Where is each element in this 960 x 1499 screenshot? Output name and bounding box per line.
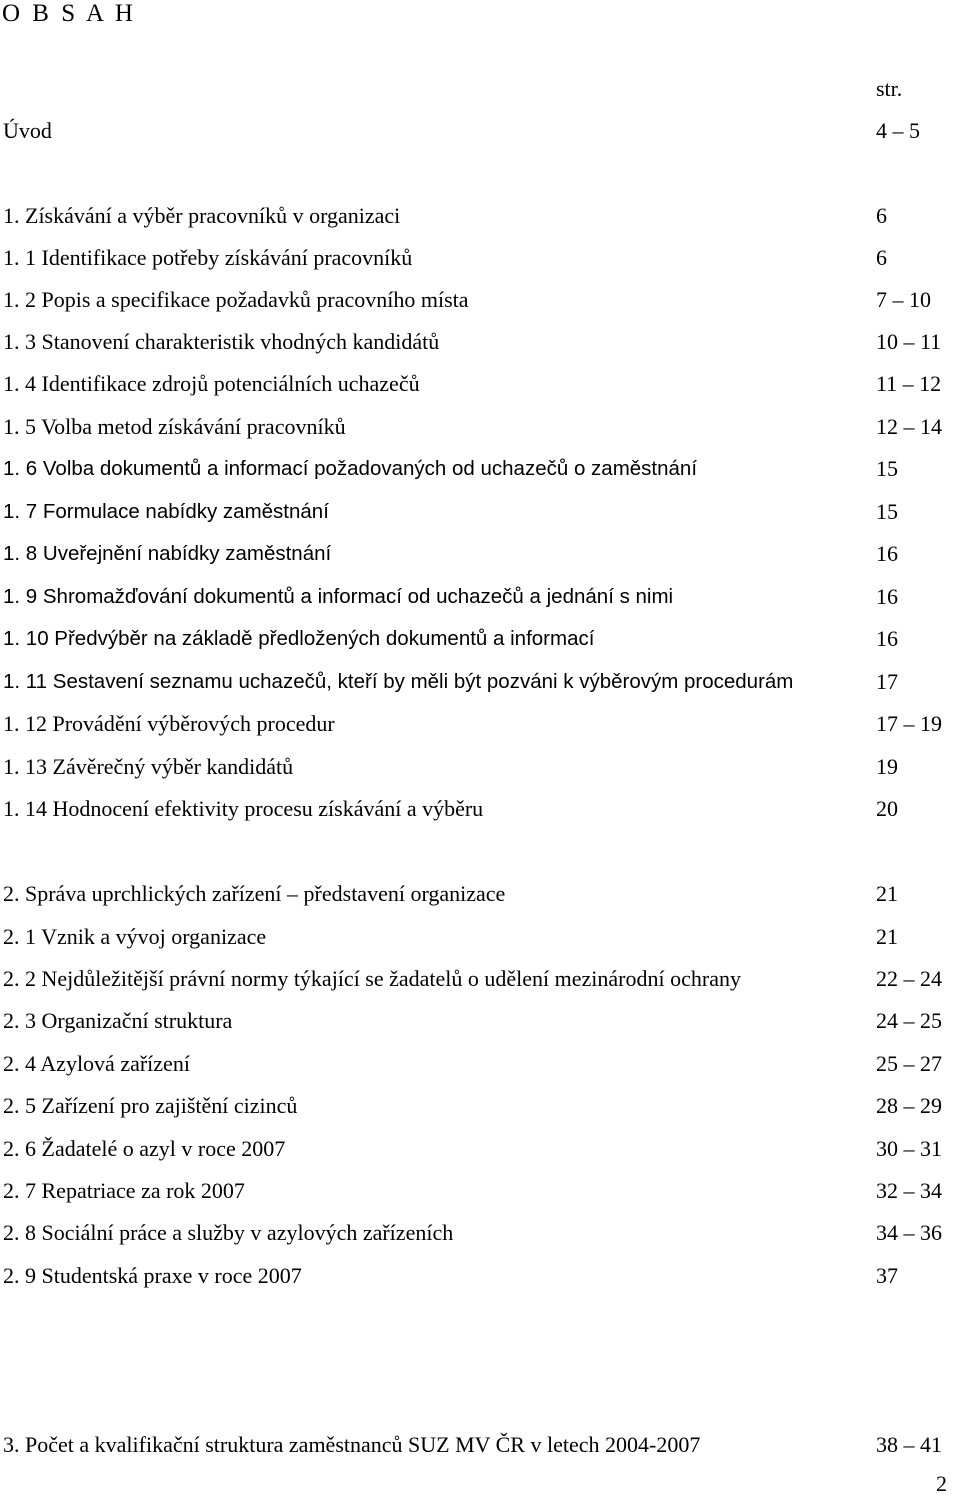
toc-entry-label: 3. Počet a kvalifikační struktura zaměstnanců SUZ MV ČR v letech 2004-2007 [3,1432,701,1457]
toc-entry-label: 1. 12 Provádění výběrových procedur [3,711,335,736]
toc-entry-pages: 16 [876,541,898,566]
toc-entry-1-1 [3,243,953,273]
toc-entry-label: 2. Správa uprchlických zařízení – představení organizace [3,881,506,906]
toc-entry-pages: 19 [876,754,898,779]
toc-entry-label: 2. 6 Žadatelé o azyl v roce 2007 [3,1136,286,1161]
toc-entry-2 [3,879,953,909]
toc-entry-pages: 17 [876,669,898,694]
toc-entry-2-5 [3,1091,953,1121]
toc-entry-3 [3,1430,953,1460]
toc-entry-label: 2. 1 Vznik a vývoj organizace [3,924,267,949]
toc-entry-pages: 21 [876,881,898,906]
toc-entry-pages: 16 [876,626,898,651]
toc-entry-1-11 [3,667,953,697]
toc-entry-pages: 15 [876,499,898,524]
toc-entry-pages: 11 – 12 [876,371,942,396]
toc-entry-label: 2. 7 Repatriace za rok 2007 [3,1178,245,1203]
toc-entry-label: 1. 8 Uveřejnění nabídky zaměstnání [3,542,332,565]
toc-entry-1-8 [3,539,953,569]
toc-entry-pages: 25 – 27 [876,1051,942,1076]
toc-entry-pages: 21 [876,924,898,949]
toc-entry-pages: 12 – 14 [876,414,942,439]
toc-entry-2-7 [3,1176,953,1206]
toc-entry-1 [3,201,953,231]
toc-entry-1-7 [3,497,953,527]
toc-entry-label: 1. 9 Shromažďování dokumentů a informací od uchazečů a jednání s nimi [3,585,674,608]
toc-entry-pages: 20 [876,796,898,821]
page-number: 2 [936,1471,947,1496]
toc-entry-label: 1. 13 Závěrečný výběr kandidátů [3,754,294,779]
toc-entry-2-8 [3,1218,953,1248]
toc-entry-label: 2. 2 Nejdůležitější právní normy týkající se žadatelů o udělení mezinárodní ochrany [3,966,741,991]
toc-entry-label: Úvod [3,118,52,143]
toc-entry-pages: 7 – 10 [876,287,931,312]
toc-entry-1-12 [3,709,953,739]
toc-entry-pages: 30 – 31 [876,1136,942,1161]
page-column-label: str. [876,76,903,101]
toc-entry-1-10 [3,624,953,654]
toc-entry-pages: 4 – 5 [876,118,920,143]
toc-entry-label: 2. 4 Azylová zařízení [3,1051,190,1076]
toc-entry-label: 1. 3 Stanovení charakteristik vhodných kandidátů [3,329,440,354]
toc-entry-pages: 10 – 11 [876,329,942,354]
toc-entry-label: 1. 7 Formulace nabídky zaměstnání [3,500,329,523]
toc-entry-1-14 [3,794,953,824]
toc-entry-label: 1. 1 Identifikace potřeby získávání pracovníků [3,245,413,270]
toc-entry-pages: 28 – 29 [876,1093,942,1118]
toc-entry-pages: 6 [876,203,887,228]
toc-entry-1-4 [3,369,953,399]
toc-entry-1-9 [3,582,953,612]
toc-entry-pages: 37 [876,1263,898,1288]
toc-entry-pages: 38 – 41 [876,1432,942,1457]
toc-entry-label: 1. 11 Sestavení seznamu uchazečů, kteří by měli být pozváni k výběrovým procedurám [3,670,794,693]
toc-entry-pages: 34 – 36 [876,1220,942,1245]
toc-entry-2-1 [3,922,953,952]
toc-entry-1-2 [3,285,953,315]
toc-entry-pages: 17 – 19 [876,711,942,736]
toc-entry-label: 1. 4 Identifikace zdrojů potenciálních uchazečů [3,371,420,396]
toc-entry-1-3 [3,327,953,357]
toc-entry-pages: 22 – 24 [876,966,942,991]
toc-entry-2-9 [3,1261,953,1291]
toc-entry-label: 1. 5 Volba metod získávání pracovníků [3,414,346,439]
toc-entry-label: 1. Získávání a výběr pracovníků v organizaci [3,203,401,228]
toc-entry-2-6 [3,1134,953,1164]
toc-entry-pages: 6 [876,245,887,270]
toc-title: O B S A H [2,0,136,27]
toc-entry-2-2 [3,964,953,994]
toc-entry-label: 2. 3 Organizační struktura [3,1008,233,1033]
toc-entry-label: 1. 6 Volba dokumentů a informací požadovaných od uchazečů o zaměstnání [3,457,698,480]
toc-entry-1-13 [3,752,953,782]
toc-entry-label: 2. 8 Sociální práce a služby v azylových zařízeních [3,1220,454,1245]
toc-entry-pages: 32 – 34 [876,1178,942,1203]
toc-entry-label: 1. 14 Hodnocení efektivity procesu získávání a výběru [3,796,484,821]
toc-entry-label: 2. 9 Studentská praxe v roce 2007 [3,1263,302,1288]
toc-entry-label: 1. 2 Popis a specifikace požadavků pracovního místa [3,287,469,312]
toc-entry-label: 2. 5 Zařízení pro zajištění cizinců [3,1093,298,1118]
toc-entry-label: 1. 10 Předvýběr na základě předložených dokumentů a informací [3,627,595,650]
toc-entry-intro [3,116,953,146]
toc-entry-pages: 15 [876,456,898,481]
toc-entry-1-5 [3,412,953,442]
toc-entry-pages: 16 [876,584,898,609]
toc-entry-pages: 24 – 25 [876,1008,942,1033]
toc-entry-1-6 [3,454,953,484]
toc-entry-2-4 [3,1049,953,1079]
toc-entry-2-3 [3,1006,953,1036]
